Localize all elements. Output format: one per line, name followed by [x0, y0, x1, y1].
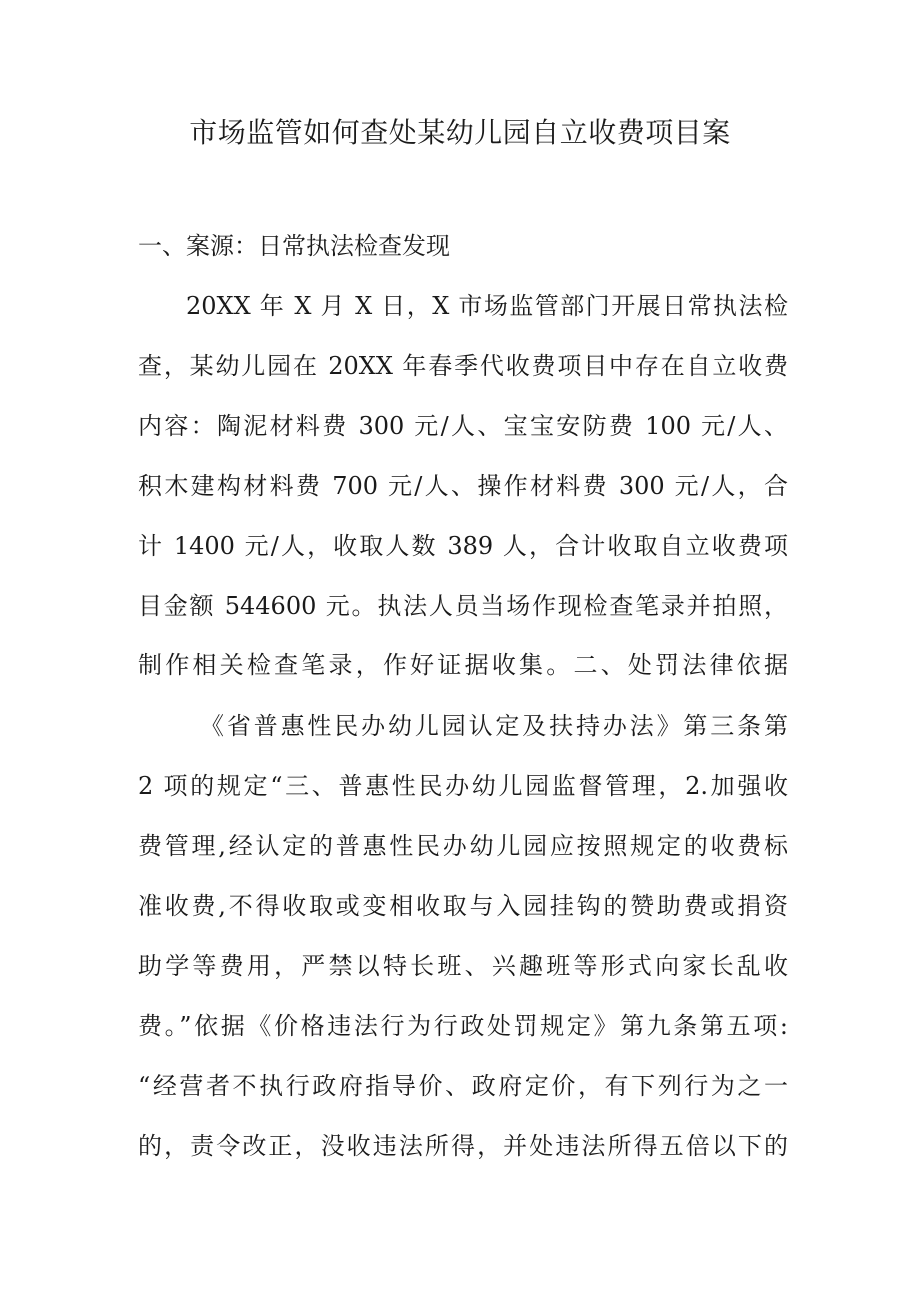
- paragraph-line: 20XX 年 X 月 X 日，X 市场监管部门开展日常执法检: [186, 292, 788, 320]
- paragraph-line: 准收费,不得收取或变相收取与入园挂钩的赞助费或捐资: [138, 892, 788, 920]
- paragraph-line: 费管理,经认定的普惠性民办幼儿园应按照规定的收费标: [138, 832, 788, 860]
- document-title: 市场监管如何查处某幼儿园自立收费项目案: [189, 116, 731, 149]
- paragraph-line: 《省普惠性民办幼儿园认定及扶持办法》第三条第: [200, 712, 788, 740]
- paragraph-line: 费。”依据《价格违法行为行政处罚规定》第九条第五项:: [138, 1012, 788, 1040]
- paragraph-line: 计 1400 元/人，收取人数 389 人，合计收取自立收费项: [138, 532, 788, 560]
- paragraph-line: 制作相关检查笔录，作好证据收集。二、处罚法律依据: [138, 651, 788, 679]
- paragraph-line: “经营者不执行政府指导价、政府定价，有下列行为之一: [138, 1072, 788, 1100]
- paragraph-line: 2 项的规定“三、普惠性民办幼儿园监督管理，2.加强收: [138, 772, 788, 800]
- section-heading-case-source: 一、案源：日常执法检查发现: [138, 232, 450, 260]
- paragraph-line: 积木建构材料费 700 元/人、操作材料费 300 元/人，合: [138, 472, 788, 500]
- paragraph-line: 内容：陶泥材料费 300 元/人、宝宝安防费 100 元/人、: [138, 412, 788, 440]
- paragraph-line: 助学等费用，严禁以特长班、兴趣班等形式向家长乱收: [138, 952, 788, 980]
- paragraph-line: 目金额 544600 元。执法人员当场作现检查笔录并拍照，: [138, 592, 788, 620]
- paragraph-line: 查，某幼儿园在 20XX 年春季代收费项目中存在自立收费: [138, 352, 788, 380]
- paragraph-line: 的，责令改正，没收违法所得，并处违法所得五倍以下的: [138, 1132, 788, 1160]
